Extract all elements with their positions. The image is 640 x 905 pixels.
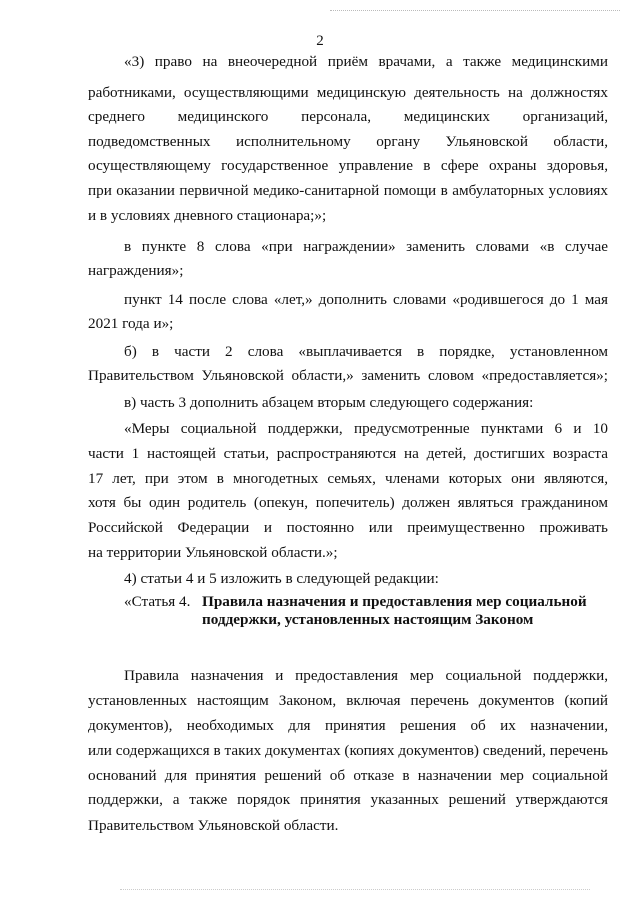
text-line: 2021 года и»; [88, 315, 174, 332]
text-line: пункт 14 после слова «лет,» дополнить словами «родившегося до 1 мая [124, 291, 608, 308]
text-line: работниками, осуществляющими медицинскую деятельность на должностях [88, 84, 608, 101]
text-line: Российской Федерации и постоянно или преимущественно проживать [88, 519, 608, 536]
text-line: на территории Ульяновской области.»; [88, 544, 338, 561]
text-line: среднего медицинского персонала, медицинских организаций, [88, 108, 608, 125]
text-line: «Меры социальной поддержки, предусмотренные пунктами 6 и 10 [124, 420, 608, 437]
text-line: оснований для принятия решений об отказе в назначении мер социальной [88, 767, 608, 784]
text-line: подведомственных исполнительному органу Ульяновской области, [88, 133, 608, 150]
text-line: осуществляющему государственное управление в сфере охраны здоровья, [88, 157, 608, 174]
text-line: 17 лет, при этом в многодетных семьях, членами которых они являются, [88, 470, 608, 487]
text-line: Правила назначения и предоставления мер социальной поддержки, [124, 667, 608, 684]
text-line: или содержащихся в таких документах (копиях документов) сведений, перечень [88, 742, 608, 759]
scan-artifact-bottom [120, 889, 590, 891]
text-line: Правительством Ульяновской области,» заменить словом «предоставляется»; [88, 367, 608, 384]
text-line: и в условиях дневного стационара;»; [88, 207, 327, 224]
text-line: в) часть 3 дополнить абзацем вторым следующего содержания: [124, 394, 534, 411]
text-line: Правительством Ульяновской области. [88, 817, 339, 834]
page-number: 2 [316, 33, 324, 49]
text-line: б) в части 2 слова «выплачивается в порядке, установленном [124, 343, 608, 360]
article-heading-prefix: «Статья 4. [124, 593, 191, 610]
text-line: документов), необходимых для принятия решения об их назначении, [88, 717, 608, 734]
text-line: «3) право на внеочередной приём врачами, а также медицинскими [124, 53, 608, 70]
text-line: установленных настоящим Законом, включая перечень документов (копий [88, 692, 608, 709]
text-line: поддержки, а также порядок принятия указанных решений утверждаются [88, 791, 608, 808]
text-line: 4) статьи 4 и 5 изложить в следующей редакции: [124, 570, 439, 587]
article-heading-line-1: Правила назначения и предоставления мер социальной [202, 593, 587, 610]
text-line: награждения»; [88, 262, 184, 279]
text-line: части 1 настоящей статьи, распространяются на детей, достигших возраста [88, 445, 608, 462]
text-line: хотя бы один родитель (опекун, попечитель) должен являться гражданином [88, 494, 608, 511]
text-line: при оказании первичной медико-санитарной помощи в амбулаторных условиях [88, 182, 608, 199]
scan-artifact-top [330, 10, 620, 12]
article-heading-line-2: поддержки, установленных настоящим Законом [202, 611, 534, 628]
text-line: в пункте 8 слова «при награждении» заменить словами «в случае [124, 238, 608, 255]
